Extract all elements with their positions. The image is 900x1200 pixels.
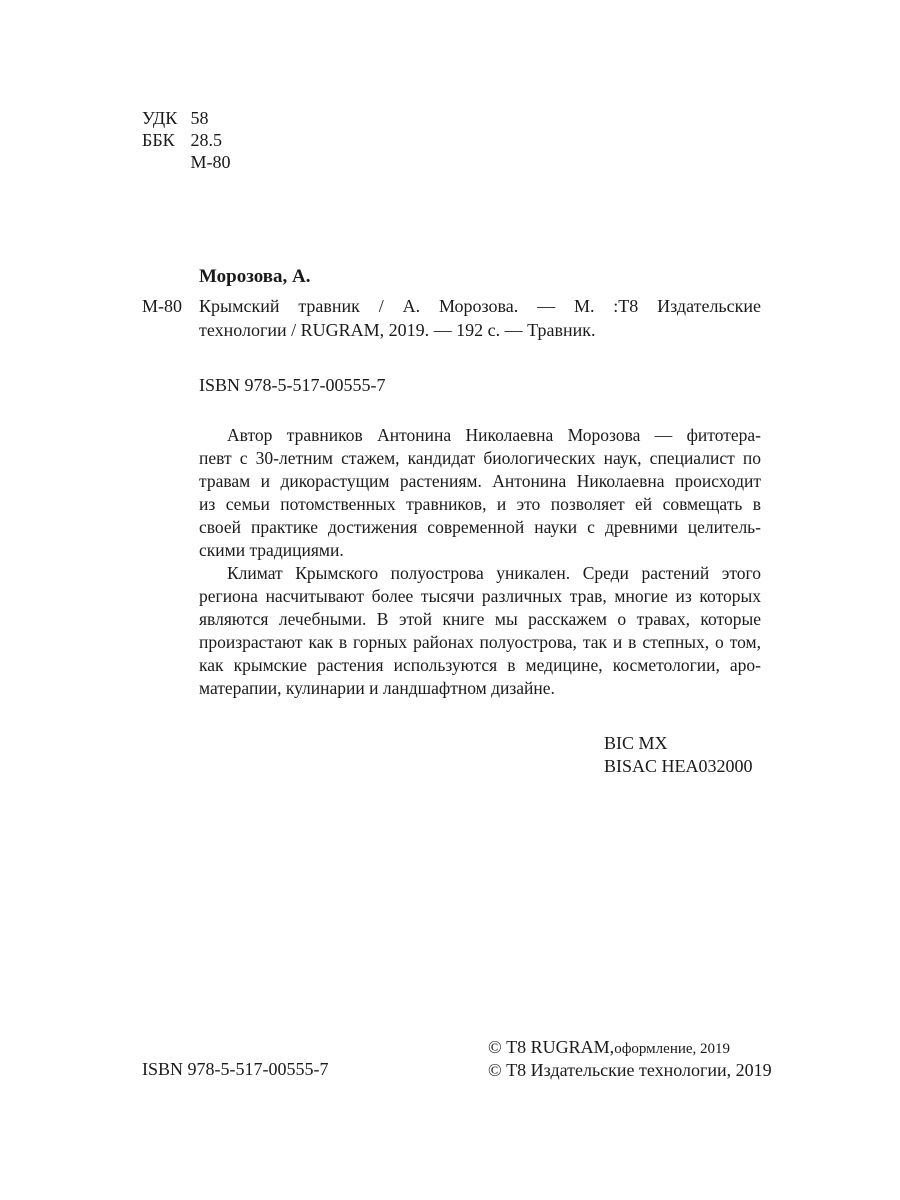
abstract-line: своей практике достижения современной науки с древними целитель-	[199, 517, 761, 537]
abstract-line: певт с 30-летним стажем, кандидат биологических наук, специалист по	[199, 448, 761, 468]
cutter-mark: М-80	[190, 152, 231, 172]
abstract-line: скими традициями.	[199, 540, 344, 560]
bibliographic-description	[199, 295, 761, 343]
biblio-line: Крымский травник / А. Морозова. — М. :Т8 Издательские	[199, 296, 761, 316]
author-heading: Морозова, А.	[199, 266, 311, 287]
record-isbn: ISBN 978-5-517-00555-7	[199, 375, 386, 395]
udk-row	[142, 107, 231, 129]
abstract-line: из семьи потомственных травников, и это позволяет ей совмещать в	[199, 494, 761, 514]
copyright-line-1	[488, 1036, 772, 1059]
bisac-code: BISAC HEA032000	[604, 756, 753, 776]
cutter-row	[142, 151, 231, 173]
abstract-line: Климат Крымского полуострова уникален. Среди растений этого	[227, 563, 761, 583]
bic-code: BIC MX	[604, 733, 668, 753]
classification-block	[142, 107, 231, 173]
footer-isbn: ISBN 978-5-517-00555-7	[142, 1059, 329, 1079]
abstract-line: региона насчитывают более тысячи различных трав, многие из которых	[199, 586, 761, 606]
bbk-value: 28.5	[190, 130, 222, 150]
subject-codes	[604, 732, 753, 778]
abstract-line: являются лечебными. В этой книге мы расскажем о травах, которые	[199, 609, 761, 629]
abstract-line: Автор травников Антонина Николаевна Морозова — фитотера-	[227, 425, 761, 445]
abstract-line: произрастают как в горных районах полуострова, так и в степных, о том,	[199, 632, 761, 652]
abstract-line: травам и дикорастущим растениям. Антонина Николаевна происходит	[199, 471, 761, 491]
abstract	[199, 424, 761, 700]
copyright-block	[488, 1036, 772, 1082]
biblio-line: технологии / RUGRAM, 2019. — 192 с. — Травник.	[199, 320, 596, 340]
bbk-label: ББК	[142, 130, 175, 150]
udk-label: УДК	[142, 108, 178, 128]
record-cutter-mark: М-80	[142, 296, 182, 316]
copyright-publisher: © Т8 RUGRAM,	[488, 1037, 615, 1057]
bbk-row	[142, 129, 231, 151]
abstract-line: матерапии, кулинарии и ландшафтном дизайне.	[199, 678, 555, 698]
abstract-paragraph-1	[199, 424, 761, 562]
abstract-line: как крымские растения используются в медицине, косметологии, аро-	[199, 655, 761, 675]
abstract-paragraph-2	[199, 562, 761, 700]
copyright-design-note: оформление, 2019	[614, 1041, 731, 1057]
udk-value: 58	[190, 108, 209, 128]
copyright-line-2: © Т8 Издательские технологии, 2019	[488, 1060, 772, 1080]
